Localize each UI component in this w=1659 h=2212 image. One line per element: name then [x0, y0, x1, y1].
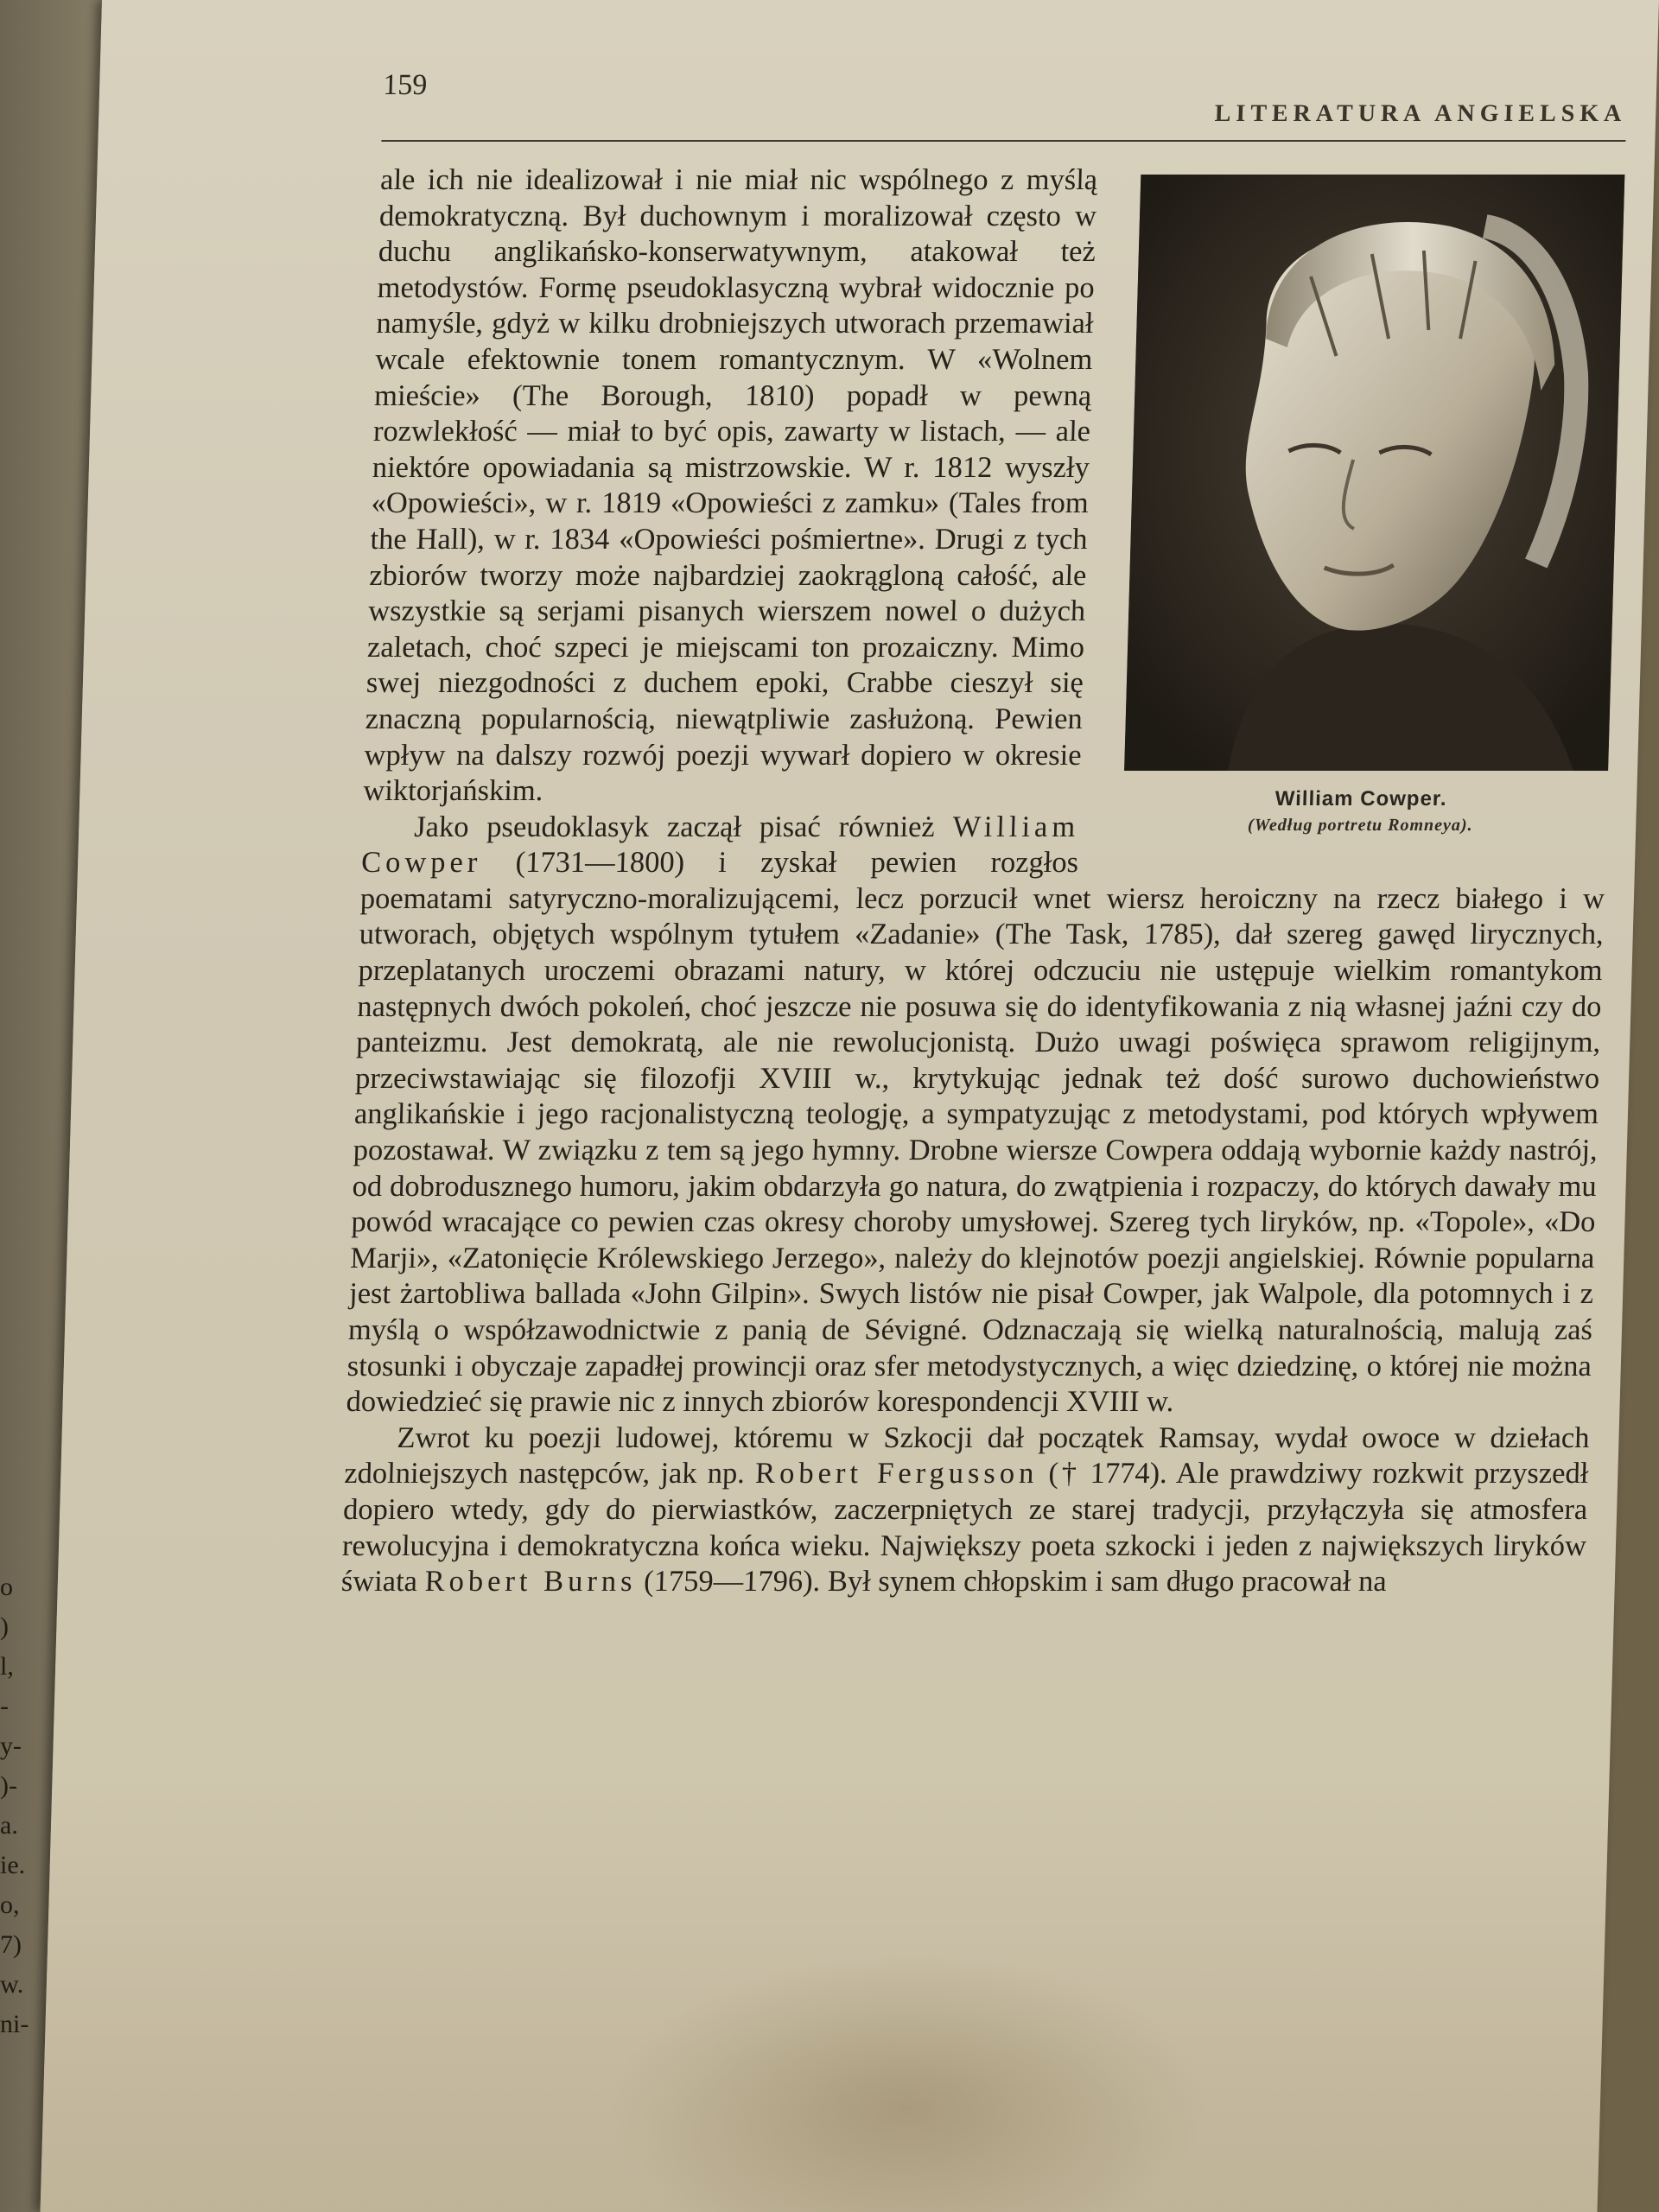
portrait-credit: (Według portretu Romneya).	[1247, 816, 1473, 835]
paragraph-text: Jako pseudoklasyk zaczął pisać również	[413, 810, 954, 843]
portrait-image	[1124, 175, 1624, 771]
fragment: )	[0, 1612, 9, 1641]
fragment: a.	[0, 1811, 18, 1840]
paragraph-crabbe: ale ich nie idealizował i nie miał nic wspólnego z myślą demokratyczną. Był duchownym i moralizował często w duchu anglikańsko-konserwatywnym, atakował też metodystów. Formę pseudoklasyczną wybrał widocznie po namyśle, gdyż w kilku drobniejszych utworach przemawiał wcale efektownie tonem romantycznym. W «Wolnem mieście» (The Borough, 1810) popadł w pewną rozwlekłość — miał to być opis, zawarty w listach, — ale niektóre opowiadania są mistrzowskie. W r. 1812 wyszły «Opowieści», w r. 1819 «Opowieści z zamku» (Tales from the Hall), w r. 1834 «Opowieści pośmiertne». Drugi z tych zbiorów tworzy może najbardziej zaokrągloną całość, ale wszystkie są serjami pisanych wierszem nowel o dużych zaletach, choć szpeci je miejscami ton prozaiczny. Mimo swej niezgodności z duchem epoki, Crabbe cieszył się znaczną popularnością, niewątpliwie zasłużoną. Pewien wpływ na dalszy rozwój poezji wywarł dopiero w okresie wiktorjańskim.	[362, 163, 1098, 808]
portrait-caption: William Cowper.	[1274, 787, 1447, 810]
author-name-fergusson: Robert Fergusson	[754, 1457, 1039, 1491]
author-name-burns: Robert Burns	[424, 1565, 638, 1599]
author-name-cowper: William Cowper	[360, 810, 1080, 880]
fragment: y-	[0, 1732, 22, 1760]
fragment: l,	[0, 1652, 14, 1681]
paragraph-text: (1759—1796). Był synem chłopskim i sam długo pracował na	[636, 1565, 1388, 1599]
page-stain	[601, 1953, 1213, 2212]
header-rule	[381, 140, 1625, 142]
paragraph-burns	[340, 1421, 1590, 1600]
paragraph-text: (1731—1800) i zyskał pewien rozgłos poematami satyryczno-moralizującemi, lecz porzucił wnet wiersz heroiczny na rzecz białego i w utworach, objętych wspólnym tytułem «Zadanie» (The Task, 1785), dał szereg gawęd lirycznych, przeplatanych uroczemi obrazami natury, w której odczuciu nie ustępuje wielkim romantykom następnych dwóch pokoleń, choć jeszcze nie posuwa się do identyfikowania z nią własnej jaźni czy do panteizmu. Jest demokratą, ale nie rewolucjonistą. Dużo uwagi poświęca sprawom religijnym, przeciwstawiając się filozofji XVIII w., krytykując jednak też dość surowo duchowieństwo anglikańskie i jego racjonalistyczną teologję, a sympatyzując z metodystami, pod których wpływem pozostawał. W związku z tem są jego hymny. Drobne wiersze Cowpera oddają wybornie każdy nastrój, od dobrodusznego humoru, jakim obdarzyła go natura, do zwątpienia i rozpaczy, do których dawały mu powód wracające co pewien czas okresy choroby umysłowej. Szereg tych liryków, np. «Topole», «Do Marji», «Zatonięcie Królewskiego Jerzego», należy do klejnotów poezji angielskiej. Równie popularna jest żartobliwa ballada «John Gilpin». Swych listów nie pisał Cowper, jak Walpole, dla potomnych i z myślą o współzawodnictwie z panią de Sévigné. Odznaczają się wielką naturalnością, malują zaś stosunki i obyczaje zapadłej prowincji oraz sfer metodystycznych, a więc dziedzinę, o której nie można dowiedzieć się prawie nic z innych zbiorów korespondencji XVIII w.	[346, 846, 1605, 1419]
paragraph-text: Zwrot ku poezji ludowej, któremu w Szkocji dał początek Ramsay, wydał owoce w dziełach zdolniejszych następców, jak np.	[343, 1421, 1591, 1491]
fragment: o	[0, 1573, 13, 1601]
page-number: 159	[382, 69, 428, 101]
body-text	[340, 162, 1624, 1600]
paragraph-cowper	[346, 810, 1607, 1421]
running-head: LITERATURA ANGIELSKA	[1214, 100, 1627, 127]
book-page	[40, 0, 1659, 2212]
fragment: ni-	[0, 2010, 29, 2038]
fragment: 7)	[0, 1930, 22, 1959]
portrait-figure	[1114, 175, 1624, 838]
fragment: )-	[0, 1771, 17, 1800]
paragraph-text: († 1774). Ale prawdziwy rozkwit przyszedł dopiero wtedy, gdy do pierwiastków, zaczerpniętych ze starej tradycji, przyłączyła się atmosfera rewolucyjna i demokratyczna końca wieku. Największy poeta szkocki i jeden z największych liryków świata	[340, 1457, 1589, 1599]
facing-page-fragments	[0, 1573, 35, 2050]
fragment: -	[0, 1692, 9, 1720]
fragment: o,	[0, 1891, 20, 1919]
fragment: ie.	[0, 1851, 26, 1879]
fragment: w.	[0, 1970, 24, 1999]
